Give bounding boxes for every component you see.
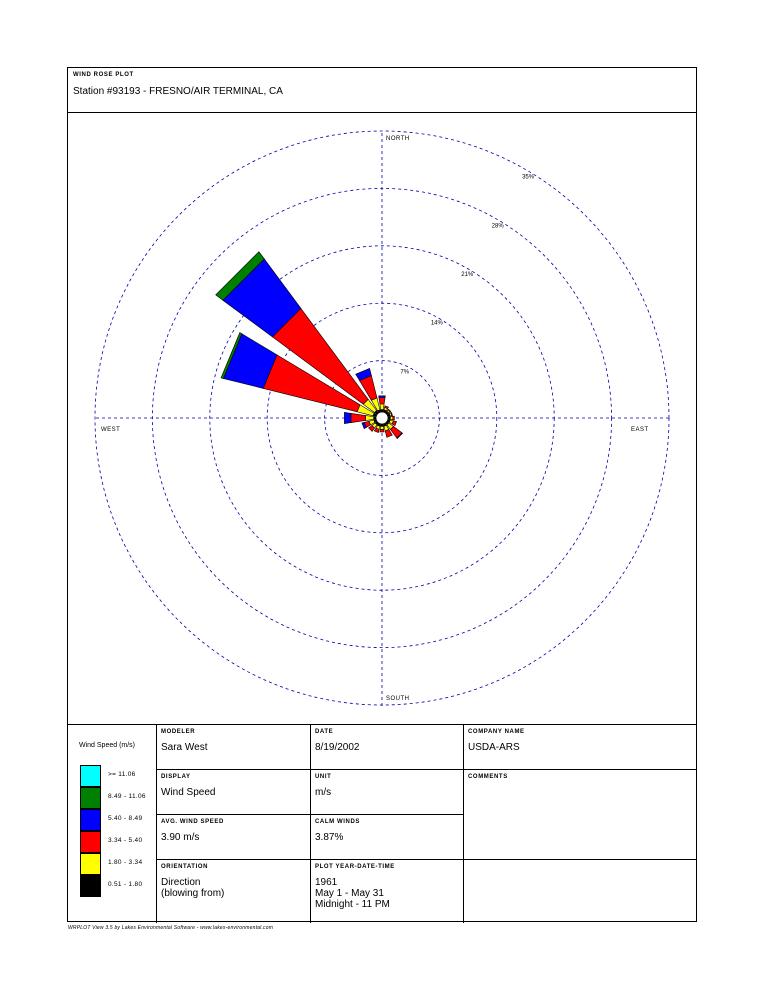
orientation-line-1: Direction [161,877,201,888]
avg-speed-value: 3.90 m/s [161,832,200,843]
display-cell: DISPLAY Wind Speed [161,774,216,798]
avg-speed-cell: AVG. WIND SPEED 3.90 m/s [161,819,224,843]
date-value: 8/19/2002 [315,742,360,753]
ring-label: 14% [430,320,443,327]
footer-credit: WRPLOT View 3.5 by Lakes Environmental Software - www.lakes-environmental.com [68,925,274,931]
calm-winds-cell: CALM WINDS 3.87% [315,819,360,843]
legend-item-1 [80,875,160,897]
modeler-value: Sara West [161,742,208,753]
petal-segment [390,426,402,438]
header [68,68,696,113]
orientation-line-2: (blowing from) [161,888,225,899]
ring-label: 21% [461,271,474,278]
legend-label: 3.34 - 5.40 [108,837,143,844]
petal-segment [390,416,392,419]
plot-type-label: WIND ROSE PLOT [73,72,134,78]
legend-label: 5.40 - 8.49 [108,815,143,822]
unit-value: m/s [315,787,332,798]
plot-frame [67,67,697,922]
compass-east: EAST [631,427,649,433]
petal-segment [379,398,385,405]
petal-segment [344,412,351,423]
info-panel [68,724,696,923]
modeler-cell: MODELER Sara West [161,729,208,753]
petal-segment [366,416,374,421]
period-year: 1961 [315,877,338,888]
period-time: Midnight - 11 PM [315,899,390,910]
period-dates: May 1 - May 31 [315,888,384,899]
petal-segment [380,430,384,432]
period-cell: PLOT YEAR-DATE-TIME 1961 May 1 - May 31 Midnight - 11 PM [315,864,395,910]
legend-label: >= 11.06 [108,771,136,778]
legend-label: 8.49 - 11.06 [108,793,146,800]
legend-item-2 [80,853,160,875]
orientation-cell: ORIENTATION Direction (blowing from) [161,864,225,899]
unit-cell: UNIT m/s [315,774,332,798]
calm-winds-value: 3.87% [315,832,344,843]
comments-cell: COMMENTS [468,774,508,780]
station-title: Station #93193 - FRESNO/AIR TERMINAL, CA [73,86,283,97]
ring-label: 28% [491,223,504,230]
ring-label: 7% [400,369,410,376]
petal-segment [380,426,383,429]
petals-group [216,252,403,439]
petal-segment [351,413,366,422]
legend-label: 1.80 - 3.34 [108,859,143,866]
company-value: USDA-ARS [468,742,520,753]
petal-segment [380,404,384,410]
date-cell: DATE 8/19/2002 [315,729,360,753]
company-cell: COMPANY NAME USDA-ARS [468,729,525,753]
petal-segment [393,416,395,420]
ring-label: 35% [522,174,535,181]
legend-item-5 [80,787,160,809]
legend-title: Wind Speed (m/s) [79,742,136,749]
legend-label: 0.51 - 1.80 [108,881,143,888]
legend-item-6 [80,765,160,787]
compass-north: NORTH [386,136,410,142]
legend-item-4 [80,809,160,831]
compass-west: WEST [101,427,121,433]
petal-segment [379,396,386,398]
wind-rose-chart [68,113,696,723]
legend-item-3 [80,831,160,853]
calm-circle [376,412,388,424]
ring-labels-group [400,175,534,376]
display-value: Wind Speed [161,787,216,798]
compass-south: SOUTH [386,696,410,702]
